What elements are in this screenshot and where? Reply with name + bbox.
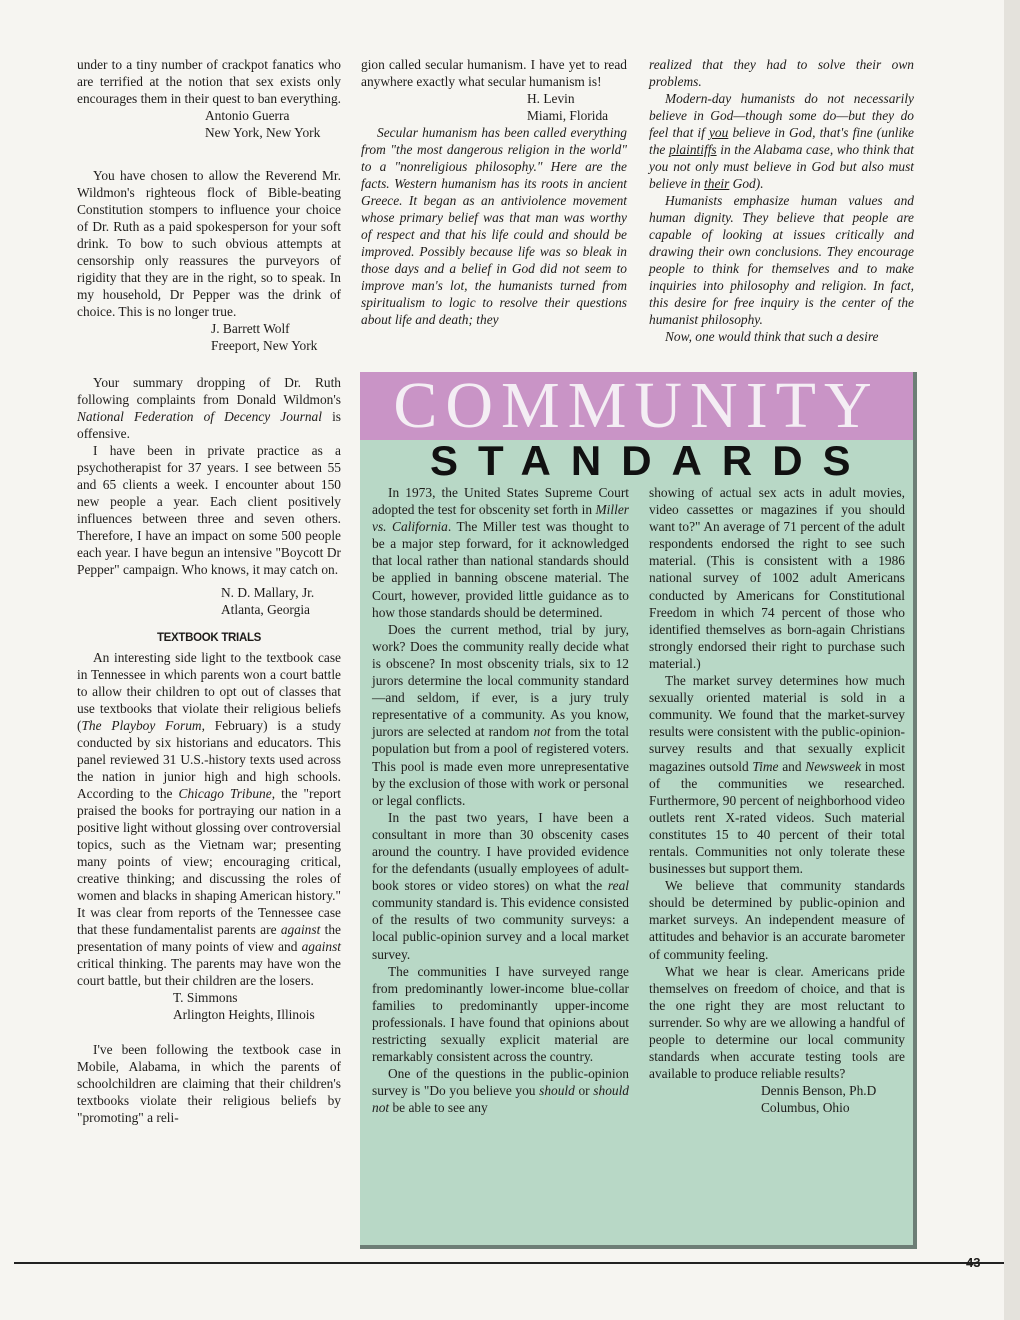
signature-place: Arlington Heights, Illinois <box>173 1007 315 1022</box>
section-heading: TEXTBOOK TRIALS <box>156 632 262 644</box>
editor-reply: Modern-day humanists do not necessarily believe in God—though some do—but they do feel that if you believe in God, that's fine (unlike the plaintiffs in the Alabama case, who think that you not only must believe in God but also must believe in their God). <box>649 91 914 191</box>
letter-text: Your summary dropping of Dr. Ruth following complaints from Donald Wildmon's National Federation of Decency Journal is offensive. <box>77 375 342 441</box>
box-text: The market survey determines how much sexually oriented material is sold in a community. We found that the market-survey results were consistent with the public-opinion-survey results and that sexually explicit magazines outsold Time and Newsweek in most of the communities we researched. Furthermore, 90 percent of neighborhood video outlets rent X-rated videos. Such material constitutes 15 to 40 percent of their total rentals. Communities not only tolerate these businesses but support them. <box>649 673 905 877</box>
box-column-right <box>649 484 905 1116</box>
box-title-community: COMMUNITY <box>393 372 880 440</box>
signature-name: T. Simmons <box>173 990 238 1005</box>
letters-column-3 <box>649 56 914 345</box>
signature-place: Freeport, New York <box>211 338 318 353</box>
editor-reply: Humanists emphasize human values and human dignity. They believe that people are capable of looking at issues critically and drawing their own conclusions. They encourage people to think for themselves and to make inquiries into philosophy and religion. In fact, this desire for free inquiry is the center of the humanist philosophy. <box>649 193 914 327</box>
box-text: The communities I have surveyed range from predominantly lower-income blue-collar families to predominantly upper-income professionals. I have found that opinions about restricting sexually explicit material are remarkably consistent across the country. <box>372 963 629 1065</box>
letter-signature <box>77 320 341 354</box>
letter-text: I've been following the textbook case in Mobile, Alabama, in which the parents of schoolchildren are claiming that their children's textbooks violate their religious beliefs by "promoting" a reli- <box>77 1042 341 1125</box>
editor-reply: Now, one would think that such a desire <box>665 329 879 344</box>
box-signature <box>649 1082 905 1116</box>
signature-place: New York, New York <box>205 125 321 140</box>
box-column-left <box>372 484 629 1116</box>
letter-signature <box>361 90 627 124</box>
page-edge-shadow <box>1004 0 1020 1320</box>
box-text: In the past two years, I have been a consultant in more than 30 obscenity cases around the country. I have provided evidence for the defendants (usually employees of adult-book stores or video stores) on what the real community standard is. This evidence consisted of the results of two community surveys: a local public-opinion survey and a local market survey. <box>372 809 629 962</box>
signature-place: Atlanta, Georgia <box>221 602 310 617</box>
letter-text: under to a tiny number of crackpot fanatics who are terrified at the notion that sex exists only encourages them in their quest to ban everything. <box>77 57 342 106</box>
signature-place: Miami, Florida <box>527 108 609 123</box>
editor-reply: realized that they had to solve their own problems. <box>649 57 914 89</box>
signature-name: Antonio Guerra <box>205 108 290 123</box>
letter-text: An interesting side light to the textbook case in Tennessee in which parents won a court battle to allow their children to opt out of classes that use textbooks that violate their religious beliefs (The Playboy Forum, February) is a study conducted by six historians and educators. This panel reviewed 31 U.S.-history texts used across the nation in junior high and high schools. According to the Chicago Tribune, the "report praised the books for portraying our nation in a positive light without glossing over controversial topics, such as the Vietnam war; presenting many points of view; encouraging critical, creative thinking; and discussing the roles of women and blacks in shaping American history." It was clear from reports of the Tennessee case that these fundamentalist parents are against the presentation of many points of view and against critical thinking. The parents may have won the court battle, but their children are the losers. <box>77 650 341 988</box>
letter-text: gion called secular humanism. I have yet to read anywhere exactly what secular humanism is! <box>361 57 627 89</box>
letter-text: I have been in private practice as a psychotherapist for 37 years. I see between 55 and 65 clients a week. I encounter about 150 new people a year. Each client positively influences between three and seven others. Therefore, I have an impact on some 500 people each year. I have begun an intensive "Boycott Dr Pepper" campaign. Who knows, it may catch on. <box>77 443 341 577</box>
box-title-standards: STANDARDS <box>430 437 871 484</box>
signature-name: N. D. Mallary, Jr. <box>221 585 315 600</box>
signature-place: Columbus, Ohio <box>761 1100 850 1116</box>
box-text: showing of actual sex acts in adult movies, video cassettes or magazines if you should want to?" An average of 71 percent of the adult respondents endorsed the right to see such material. (This is consistent with a 1986 national survey of 1002 adult Americans conducted by Americans for Constitutional Freedom in which 74 percent of those who identified themselves as born-again Christians strongly endorsed their right to purchase such material.) <box>649 485 905 671</box>
letter-signature <box>77 989 341 1023</box>
box-text: We believe that community standards should be determined by public-opinion and market surveys. An independent measure of attitudes and behavior is an accurate barometer of community feeling. <box>649 878 905 962</box>
letters-column-2 <box>361 56 627 328</box>
editor-reply: Secular humanism has been called everything from "the most dangerous religion in the world" to a "nonreligious philosophy." Here are the facts. Western humanism has its roots in ancient Greece. It began as an antiviolence movement whose primary belief was that man was worthy of respect and that his life could and should be improved. Possibly because life was so bleak in those days and a belief in God did not seem to improve man's lot, the humanists turned from spiritualism to logic to resolve their questions about life and death; they <box>361 125 627 327</box>
box-text: In 1973, the United States Supreme Court adopted the test for obscenity set forth in Miller vs. California. The Miller test was thought to be a major step forward, for it acknowledged that local rather than national standards should be applied in banning obscene material. The Court, however, provided little guidance as to how those standards should be determined. <box>372 485 630 620</box>
signature-name: J. Barrett Wolf <box>211 321 290 336</box>
letter-text: You have chosen to allow the Reverend Mr. Wildmon's righteous flock of Bible-beating Constitution stompers to influence your choice of Dr. Ruth as a paid spokesperson for your soft drink. To bow to such obvious attempts at censorship only reassures the purveyors of rigidity that they are in the right, so to speak. In my household, Dr Pepper was the drink of choice. This is no longer true. <box>77 168 341 319</box>
letter-signature <box>77 107 341 141</box>
page-number: 43 <box>966 1255 981 1270</box>
title-band <box>360 372 913 440</box>
signature-name: Dennis Benson, Ph.D <box>761 1083 877 1099</box>
box-text: Does the current method, trial by jury, work? Does the community really decide what is obscene? In most obscenity trials, six to 12 jurors determine the local community standard—and seldom, if ever, is a jury truly representative of a community. As you know, jurors are selected at random not from the total population but from a pool of registered voters. This pool is made even more unrepresentative by the exclusion of those with work or personal or legal conflicts. <box>372 621 629 808</box>
community-standards-box <box>360 372 917 1249</box>
box-text: What we hear is clear. Americans pride themselves on freedom of choice, and that is the one right they are most reluctant to surrender. So why are we allowing a handful of people to determine our local community standards when accurate testing tools are available to produce reliable results? <box>649 963 905 1082</box>
letters-column-1 <box>77 56 341 1126</box>
bottom-rule <box>14 1262 1004 1264</box>
letter-signature <box>77 584 341 618</box>
signature-name: H. Levin <box>527 91 575 106</box>
box-text: One of the questions in the public-opinion survey is "Do you believe you should or should not be able to see any <box>372 1066 629 1116</box>
